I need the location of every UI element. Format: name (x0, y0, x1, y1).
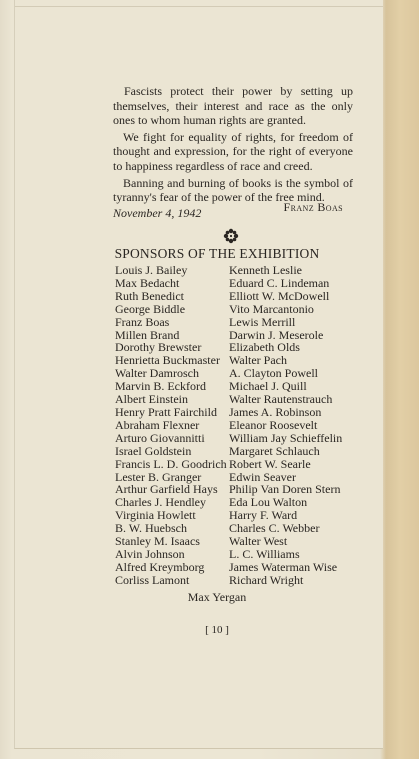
sponsor-name: B. W. Huebsch (115, 521, 187, 536)
sponsor-name: Eleanor Roosevelt (229, 417, 318, 432)
sponsor-name: Walter West (229, 534, 288, 549)
sponsor-name-centered: Max Yergan (187, 590, 247, 604)
sponsor-name: Elizabeth Olds (229, 340, 300, 355)
sponsor-name: Ruth Benedict (115, 288, 184, 303)
page-number: [ 10 ] (205, 624, 229, 636)
sponsor-name: Max Bedacht (115, 275, 180, 290)
sponsor-name: Charles J. Hendley (115, 495, 206, 510)
signature-author: Franz Boas (283, 200, 343, 214)
booklet-page (14, 0, 383, 749)
quotation-paragraph: We fight for equality of rights, for freedom of thought and expression, for the right of everyone to happiness regardless of race and creed. (113, 129, 353, 173)
sponsor-name: A. Clayton Powell (229, 366, 318, 381)
sponsor-name: Millen Brand (115, 327, 180, 342)
sponsor-name: Stanley M. Isaacs (115, 534, 200, 549)
sponsor-name: Franz Boas (115, 314, 170, 329)
sponsor-name: Charles C. Webber (229, 521, 320, 536)
sponsor-name: Richard Wright (229, 572, 304, 587)
sponsor-name: Edwin Seaver (229, 469, 296, 484)
sponsor-name: Harry F. Ward (229, 508, 298, 523)
sponsor-name: Arturo Giovannitti (115, 430, 205, 445)
sponsor-name: Albert Einstein (115, 392, 188, 407)
sponsor-name: L. C. Williams (229, 546, 300, 561)
sponsor-name: Eda Lou Walton (229, 495, 308, 510)
sponsor-name: Lewis Merrill (229, 314, 296, 329)
sponsor-name: Philip Van Doren Stern (229, 482, 341, 497)
quotation-paragraph: Fascists protect their power by setting up themselves, their interest and race as the only ones to whom human rights are granted. (113, 84, 353, 128)
sponsor-name: Robert W. Searle (229, 456, 311, 471)
sponsor-name: Eduard C. Lindeman (229, 275, 330, 290)
sponsor-name: George Biddle (115, 301, 186, 316)
sponsor-name: Michael J. Quill (229, 379, 307, 394)
sponsor-name: Alvin Johnson (115, 546, 185, 561)
sponsor-name: Louis J. Bailey (115, 263, 188, 277)
sponsor-name: Margaret Schlauch (229, 443, 320, 458)
page-top-rule (15, 6, 383, 7)
signature-date: November 4, 1942 (113, 206, 202, 220)
sponsor-name: Vito Marcantonio (229, 301, 314, 316)
sponsor-name: Lester B. Granger (115, 469, 202, 484)
sponsor-name: Kenneth Leslie (229, 263, 302, 277)
sponsor-name: Darwin J. Meserole (229, 327, 324, 342)
sponsor-name: Francis L. D. Goodrich (115, 456, 227, 471)
signature-line (113, 200, 353, 220)
quotation-paragraph: Banning and burning of books is the symbol of tyranny's fear of the power of the free mind. (113, 175, 353, 205)
sponsor-name: Israel Goldstein (115, 443, 192, 458)
sponsor-name: James Waterman Wise (229, 559, 338, 574)
sponsors-heading: SPONSORS OF THE EXHIBITION (114, 246, 320, 261)
sponsor-name: Walter Damrosch (115, 366, 199, 381)
sponsor-name: Elliott W. McDowell (229, 288, 330, 303)
sponsor-name: Henrietta Buckmaster (115, 353, 220, 368)
quotation-text (113, 84, 353, 207)
sponsor-name: Dorothy Brewster (115, 340, 202, 355)
sponsor-name: Walter Pach (229, 353, 288, 368)
sponsor-name: Marvin B. Eckford (115, 379, 206, 394)
sponsor-name: Arthur Garfield Hays (115, 482, 218, 497)
flower-ornament-icon (223, 228, 239, 244)
sponsor-name: Abraham Flexner (115, 417, 200, 432)
sponsor-name: Corliss Lamont (115, 572, 190, 587)
sponsor-name: Walter Rautenstrauch (229, 392, 333, 407)
sponsor-name: Henry Pratt Fairchild (115, 404, 217, 419)
sponsor-name: William Jay Schieffelin (229, 430, 343, 445)
sponsor-name: James A. Robinson (229, 404, 322, 419)
sponsors-left-column (115, 264, 227, 587)
sponsor-name: Alfred Kreymborg (115, 559, 205, 574)
sponsor-name: Virginia Howlett (115, 508, 196, 523)
sponsors-right-column (229, 264, 342, 587)
